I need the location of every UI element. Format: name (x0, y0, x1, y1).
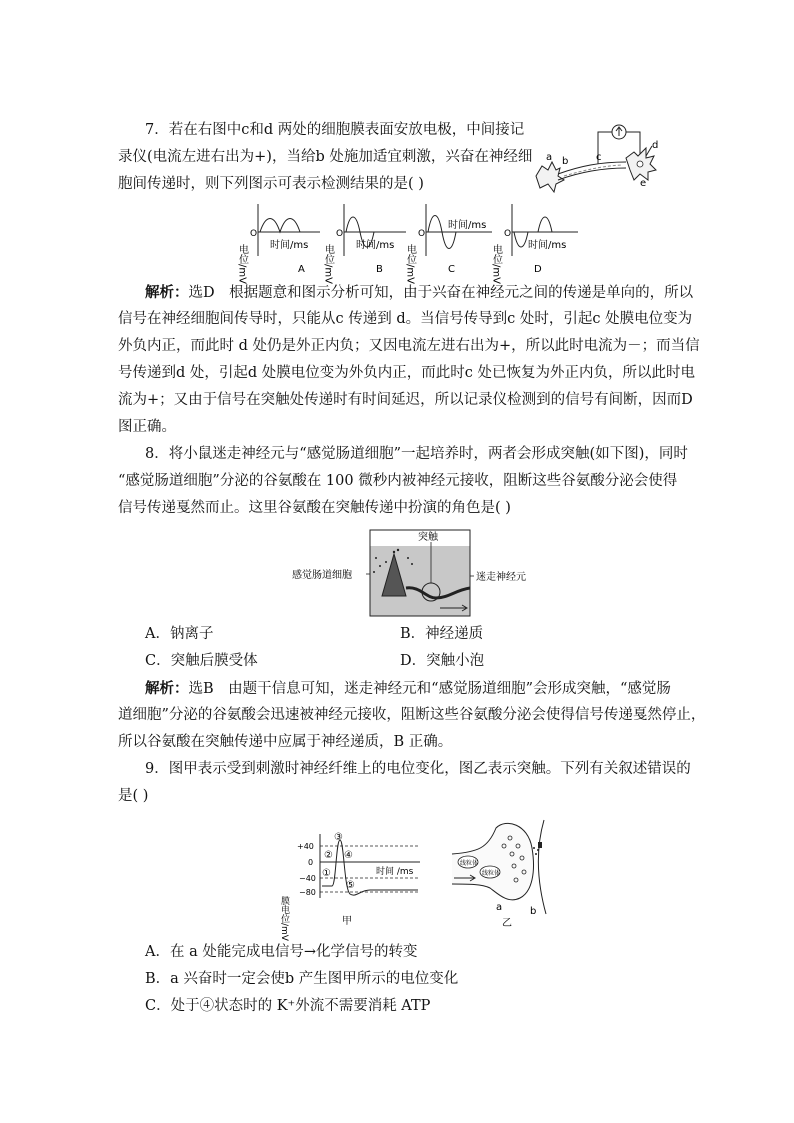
q8-line-1: 8．将小鼠迷走神经元与“感觉肠道细胞”一起培养时，两者会形成突触(如下图)，同时 (145, 446, 688, 462)
jia-stage-1: ① (322, 868, 331, 879)
graph-b-ylabel: 电位/mV (322, 244, 334, 284)
q9-figure-jia (279, 828, 430, 941)
q7-option-graphs (236, 200, 580, 284)
graph-a-origin: O (250, 229, 258, 239)
q7-analysis-line-6: 图正确。 (118, 419, 176, 435)
yi-caption: 乙 (502, 918, 512, 929)
q7-analysis-line-2: 信号在神经细胞间传导时，只能从c 传递到 d。当信号传导到c 处时，引起c 处膜电位变为 (118, 311, 693, 327)
q7-analysis-line-4: 号传递到d 处，引起d 处膜电位变为外负内正，而此时c 处已恢复为外正内负，所以此时电 (118, 365, 696, 381)
jia-xlabel: 时间 /ms (376, 867, 414, 877)
q8-option-b: B．神经递质 (400, 626, 484, 642)
q7-analysis-line-3: 外负内正，而此时 d 处仍是外正内负；又因电流左进右出为+，所以此时电流为－；而当信 (118, 338, 700, 354)
q7-analysis-line-1 (145, 280, 693, 306)
jia-ylabel: 膜电位/mV (279, 896, 289, 941)
label-b: b (562, 156, 569, 167)
yi-label-b: b (530, 906, 537, 917)
synapse-label: 突触 (418, 532, 438, 543)
q7-analysis-text-1: 选D 根据题意和图示分析可知，由于兴奋在神经元之间的传递是单向的，所以 (188, 285, 694, 301)
graph-b-xlabel: 时间/ms (356, 240, 395, 251)
jia-stage-3: ③ (334, 832, 343, 843)
jia-tick-neg40: −40 (299, 874, 316, 883)
graph-c-xlabel: 时间/ms (448, 220, 487, 231)
q9-figure-yi (448, 818, 558, 928)
q7-line-1: 7．若在右图中c和d 两处的细胞膜表面安放电极，中间接记 (145, 122, 525, 138)
jia-tick-40: +40 (297, 842, 314, 851)
graph-a-letter: A (298, 264, 305, 275)
graph-b-origin: O (336, 229, 344, 239)
jia-stage-4: ④ (344, 850, 353, 861)
jia-tick-0: 0 (308, 858, 314, 867)
graph-c-ylabel: 电位/mV (404, 244, 416, 284)
q8-option-a: A．钠离子 (145, 626, 214, 642)
q8-analysis-text-1: 选B 由题干信息可知，迷走神经元和“感觉肠道细胞”会形成突触，“感觉肠 (188, 681, 671, 697)
graph-c-origin: O (418, 229, 426, 239)
q9-option-b: B．a 兴奋时一定会使b 产生图甲所示的电位变化 (145, 971, 459, 987)
graph-d-ylabel: 电位/mV (490, 244, 502, 284)
graph-d-xlabel: 时间/ms (528, 240, 567, 251)
q8-analysis-line-2: 道细胞”分泌的谷氨酸会迅速被神经元接收，阻断这些谷氨酸分泌会使得信号传递戛然停止， (118, 707, 706, 723)
graph-a-xlabel: 时间/ms (270, 240, 309, 251)
q9-option-c: C．处于④状态时的 K⁺外流不需要消耗 ATP (145, 998, 431, 1014)
q7-line-2: 录仪(电流左进右出为+)，当给b 处施加适宜刺激，兴奋在神经细 (118, 149, 533, 165)
q8-analysis-lead: 解析： (145, 680, 189, 697)
jia-tick-neg80: −80 (299, 888, 316, 897)
graph-d (491, 204, 579, 284)
q8-line-2: “感觉肠道细胞”分泌的谷氨酸在 100 微秒内被神经元接收，阻断这些谷氨酸分泌会使得 (118, 473, 678, 489)
q9-line-2: 是( ) (118, 788, 149, 804)
jia-stage-2: ② (324, 850, 333, 861)
q8-synapse-diagram (290, 528, 540, 620)
label-d: d (652, 140, 659, 151)
q8-analysis-line-3: 所以谷氨酸在突触传递中应属于神经递质，B 正确。 (118, 734, 453, 750)
yi-organelle-1: 线粒体 (460, 860, 479, 867)
gut-cell-label: 感觉肠道细胞 (292, 570, 352, 581)
q8-analysis-line-1 (145, 676, 671, 702)
label-a: a (546, 152, 553, 163)
graph-d-letter: D (534, 264, 542, 275)
yi-label-a: a (496, 902, 503, 913)
graph-c (405, 204, 493, 284)
jia-stage-5: ⑤ (346, 880, 355, 891)
q8-line-3: 信号传递戛然而止。这里谷氨酸在突触传递中扮演的角色是( ) (118, 500, 511, 516)
q7-line-3: 胞间传递时，则下列图示可表示检测结果的是( ) (118, 176, 424, 192)
graph-d-origin: O (504, 229, 512, 239)
graph-a-ylabel: 电位/mV (236, 244, 248, 284)
graph-a (237, 204, 321, 284)
graph-c-letter: C (448, 264, 455, 275)
q7-neuron-diagram (530, 118, 680, 198)
graph-b (323, 204, 407, 284)
q8-option-c: C．突触后膜受体 (145, 653, 258, 669)
label-e: e (640, 178, 647, 189)
q7-analysis-lead: 解析： (145, 284, 189, 301)
label-c: c (596, 152, 602, 163)
graph-b-letter: B (376, 264, 383, 275)
q9-option-a: A．在 a 处能完成电信号→化学信号的转变 (145, 944, 418, 960)
vagus-neuron-label: 迷走神经元 (476, 572, 526, 583)
jia-caption: 甲 (342, 916, 352, 927)
q7-analysis-line-5: 流为+；又由于信号在突触处传递时有时间延迟，所以记录仪检测到的信号有间断，因而D (118, 392, 693, 408)
yi-organelle-2: 线粒体 (482, 870, 501, 877)
q9-line-1: 9．图甲表示受到刺激时神经纤维上的电位变化，图乙表示突触。下列有关叙述错误的 (145, 761, 691, 777)
q8-option-d: D．突触小泡 (400, 653, 485, 669)
